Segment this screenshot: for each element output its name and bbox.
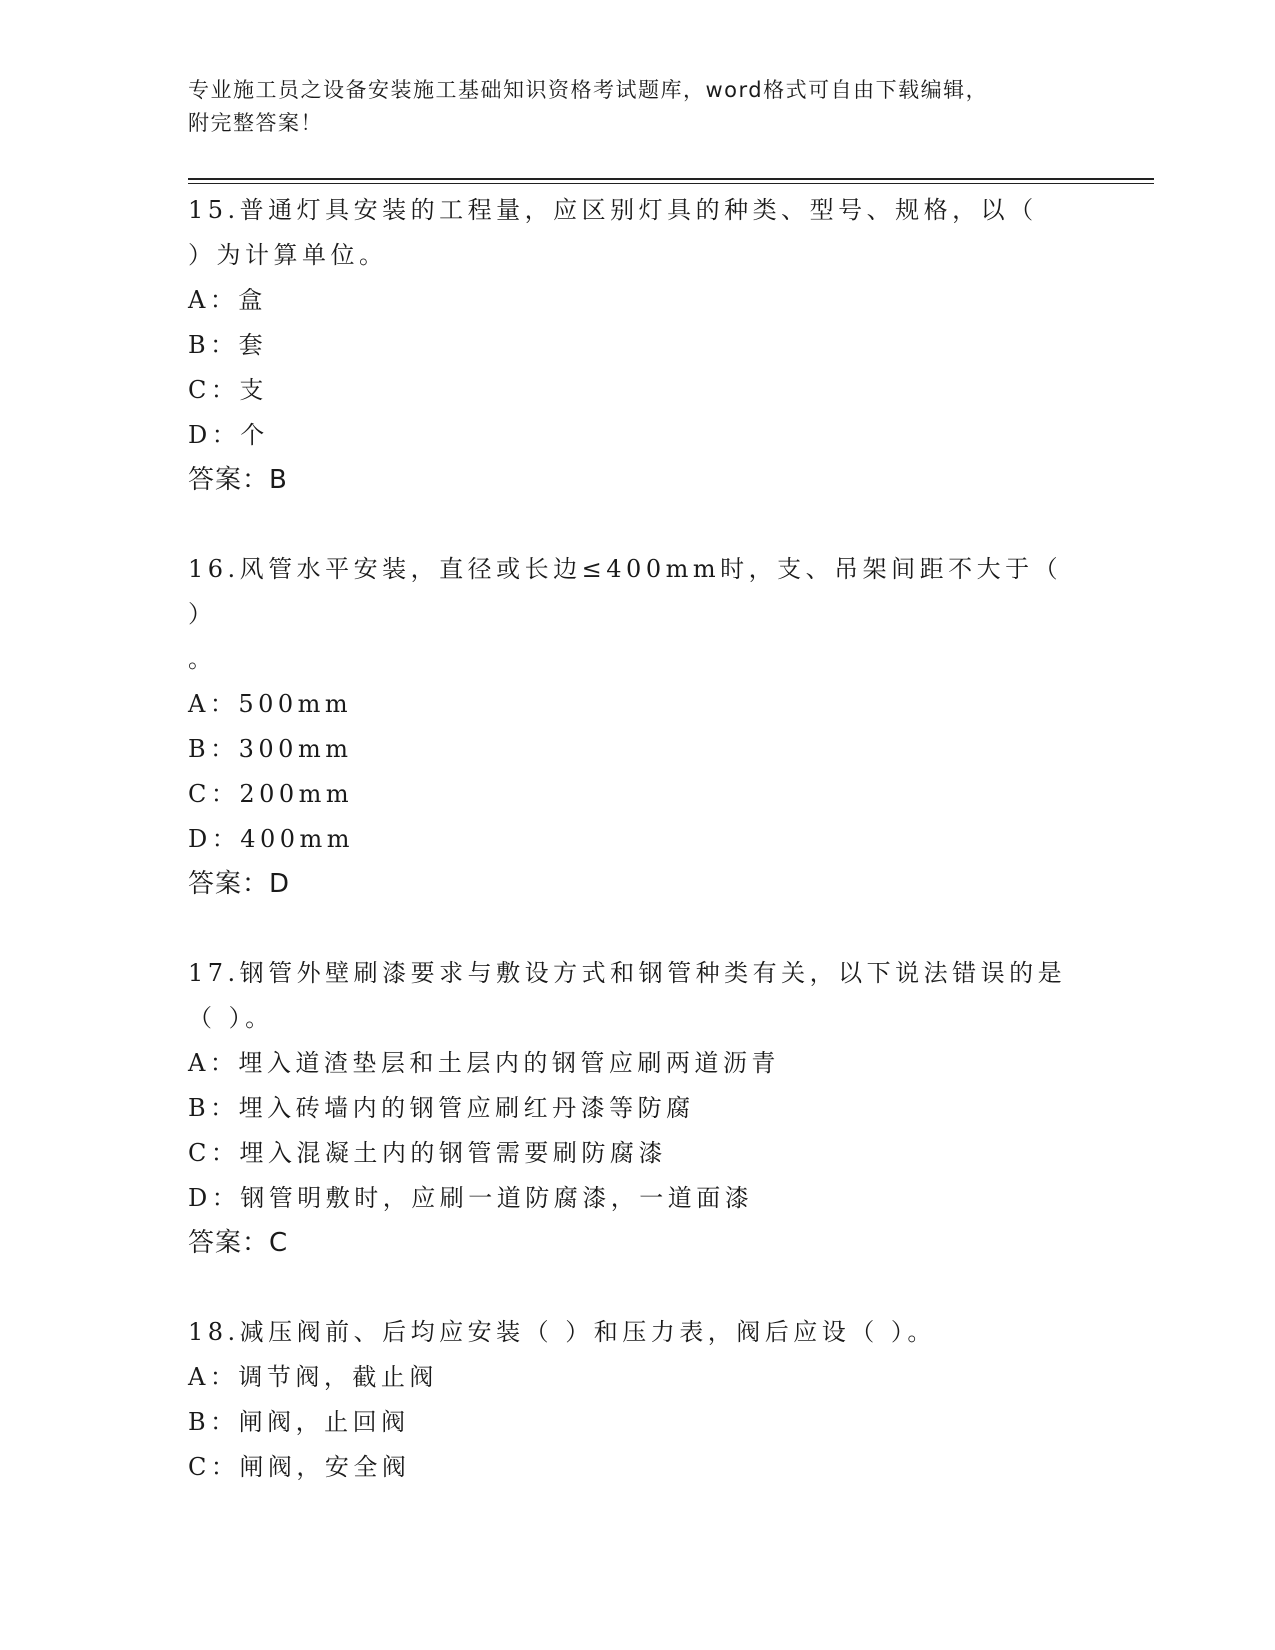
question-stem <box>188 1310 1088 1355</box>
question-stem-line: 16.风管水平安装，直径或长边≤400mm时，支、吊架间距不大于（ ） <box>188 555 1063 628</box>
header-line-2: 附完整答案！ <box>188 111 323 135</box>
answer-line: 答案：B <box>188 465 288 495</box>
question-stem-line: （ ）。 <box>188 1004 274 1032</box>
header-divider-thick <box>188 178 1154 180</box>
question-stem <box>188 547 1088 682</box>
option-b: B：闸阀，止回阀 <box>188 1408 410 1436</box>
option-c: C：闸阀，安全阀 <box>188 1453 411 1481</box>
option-b: B：套 <box>188 331 268 359</box>
question-stem-line: 15.普通灯具安装的工程量，应区别灯具的种类、型号、规格，以（ <box>188 196 1038 224</box>
question-list <box>188 188 1088 1534</box>
option-c: C：埋入混凝土内的钢管需要刷防腐漆 <box>188 1139 667 1167</box>
question-18 <box>188 1310 1088 1490</box>
question-stem-line: 。 <box>188 645 217 673</box>
question-stem-line: 18.减压阀前、后均应安装（ ）和压力表，阀后应设（ ）。 <box>188 1318 936 1346</box>
question-16 <box>188 547 1088 907</box>
option-d: D：钢管明敷时，应刷一道防腐漆，一道面漆 <box>188 1184 754 1212</box>
option-c: C：200mm <box>188 780 354 808</box>
option-a: A：500mm <box>188 690 353 718</box>
option-a: A：埋入道渣垫层和土层内的钢管应刷两道沥青 <box>188 1049 780 1077</box>
header-line-1: 专业施工员之设备安装施工基础知识资格考试题库，word格式可自由下载编辑， <box>188 78 989 102</box>
option-a: A：盒 <box>188 286 267 314</box>
document-header <box>188 74 1068 140</box>
question-stem <box>188 951 1088 1041</box>
answer-line: 答案：D <box>188 869 291 899</box>
question-stem-line: 17.钢管外壁刷漆要求与敷设方式和钢管种类有关，以下说法错误的是 <box>188 959 1067 987</box>
answer-line: 答案：C <box>188 1228 289 1258</box>
question-17 <box>188 951 1088 1266</box>
header-divider-thin <box>188 183 1154 184</box>
question-15 <box>188 188 1088 503</box>
question-stem <box>188 188 1088 278</box>
option-a: A：调节阀，截止阀 <box>188 1363 438 1391</box>
option-b: B：300mm <box>188 735 353 763</box>
option-b: B：埋入砖墙内的钢管应刷红丹漆等防腐 <box>188 1094 695 1122</box>
option-d: D：个 <box>188 421 269 449</box>
option-c: C：支 <box>188 376 268 404</box>
question-stem-line: ）为计算单位。 <box>188 241 388 269</box>
option-d: D：400mm <box>188 825 355 853</box>
